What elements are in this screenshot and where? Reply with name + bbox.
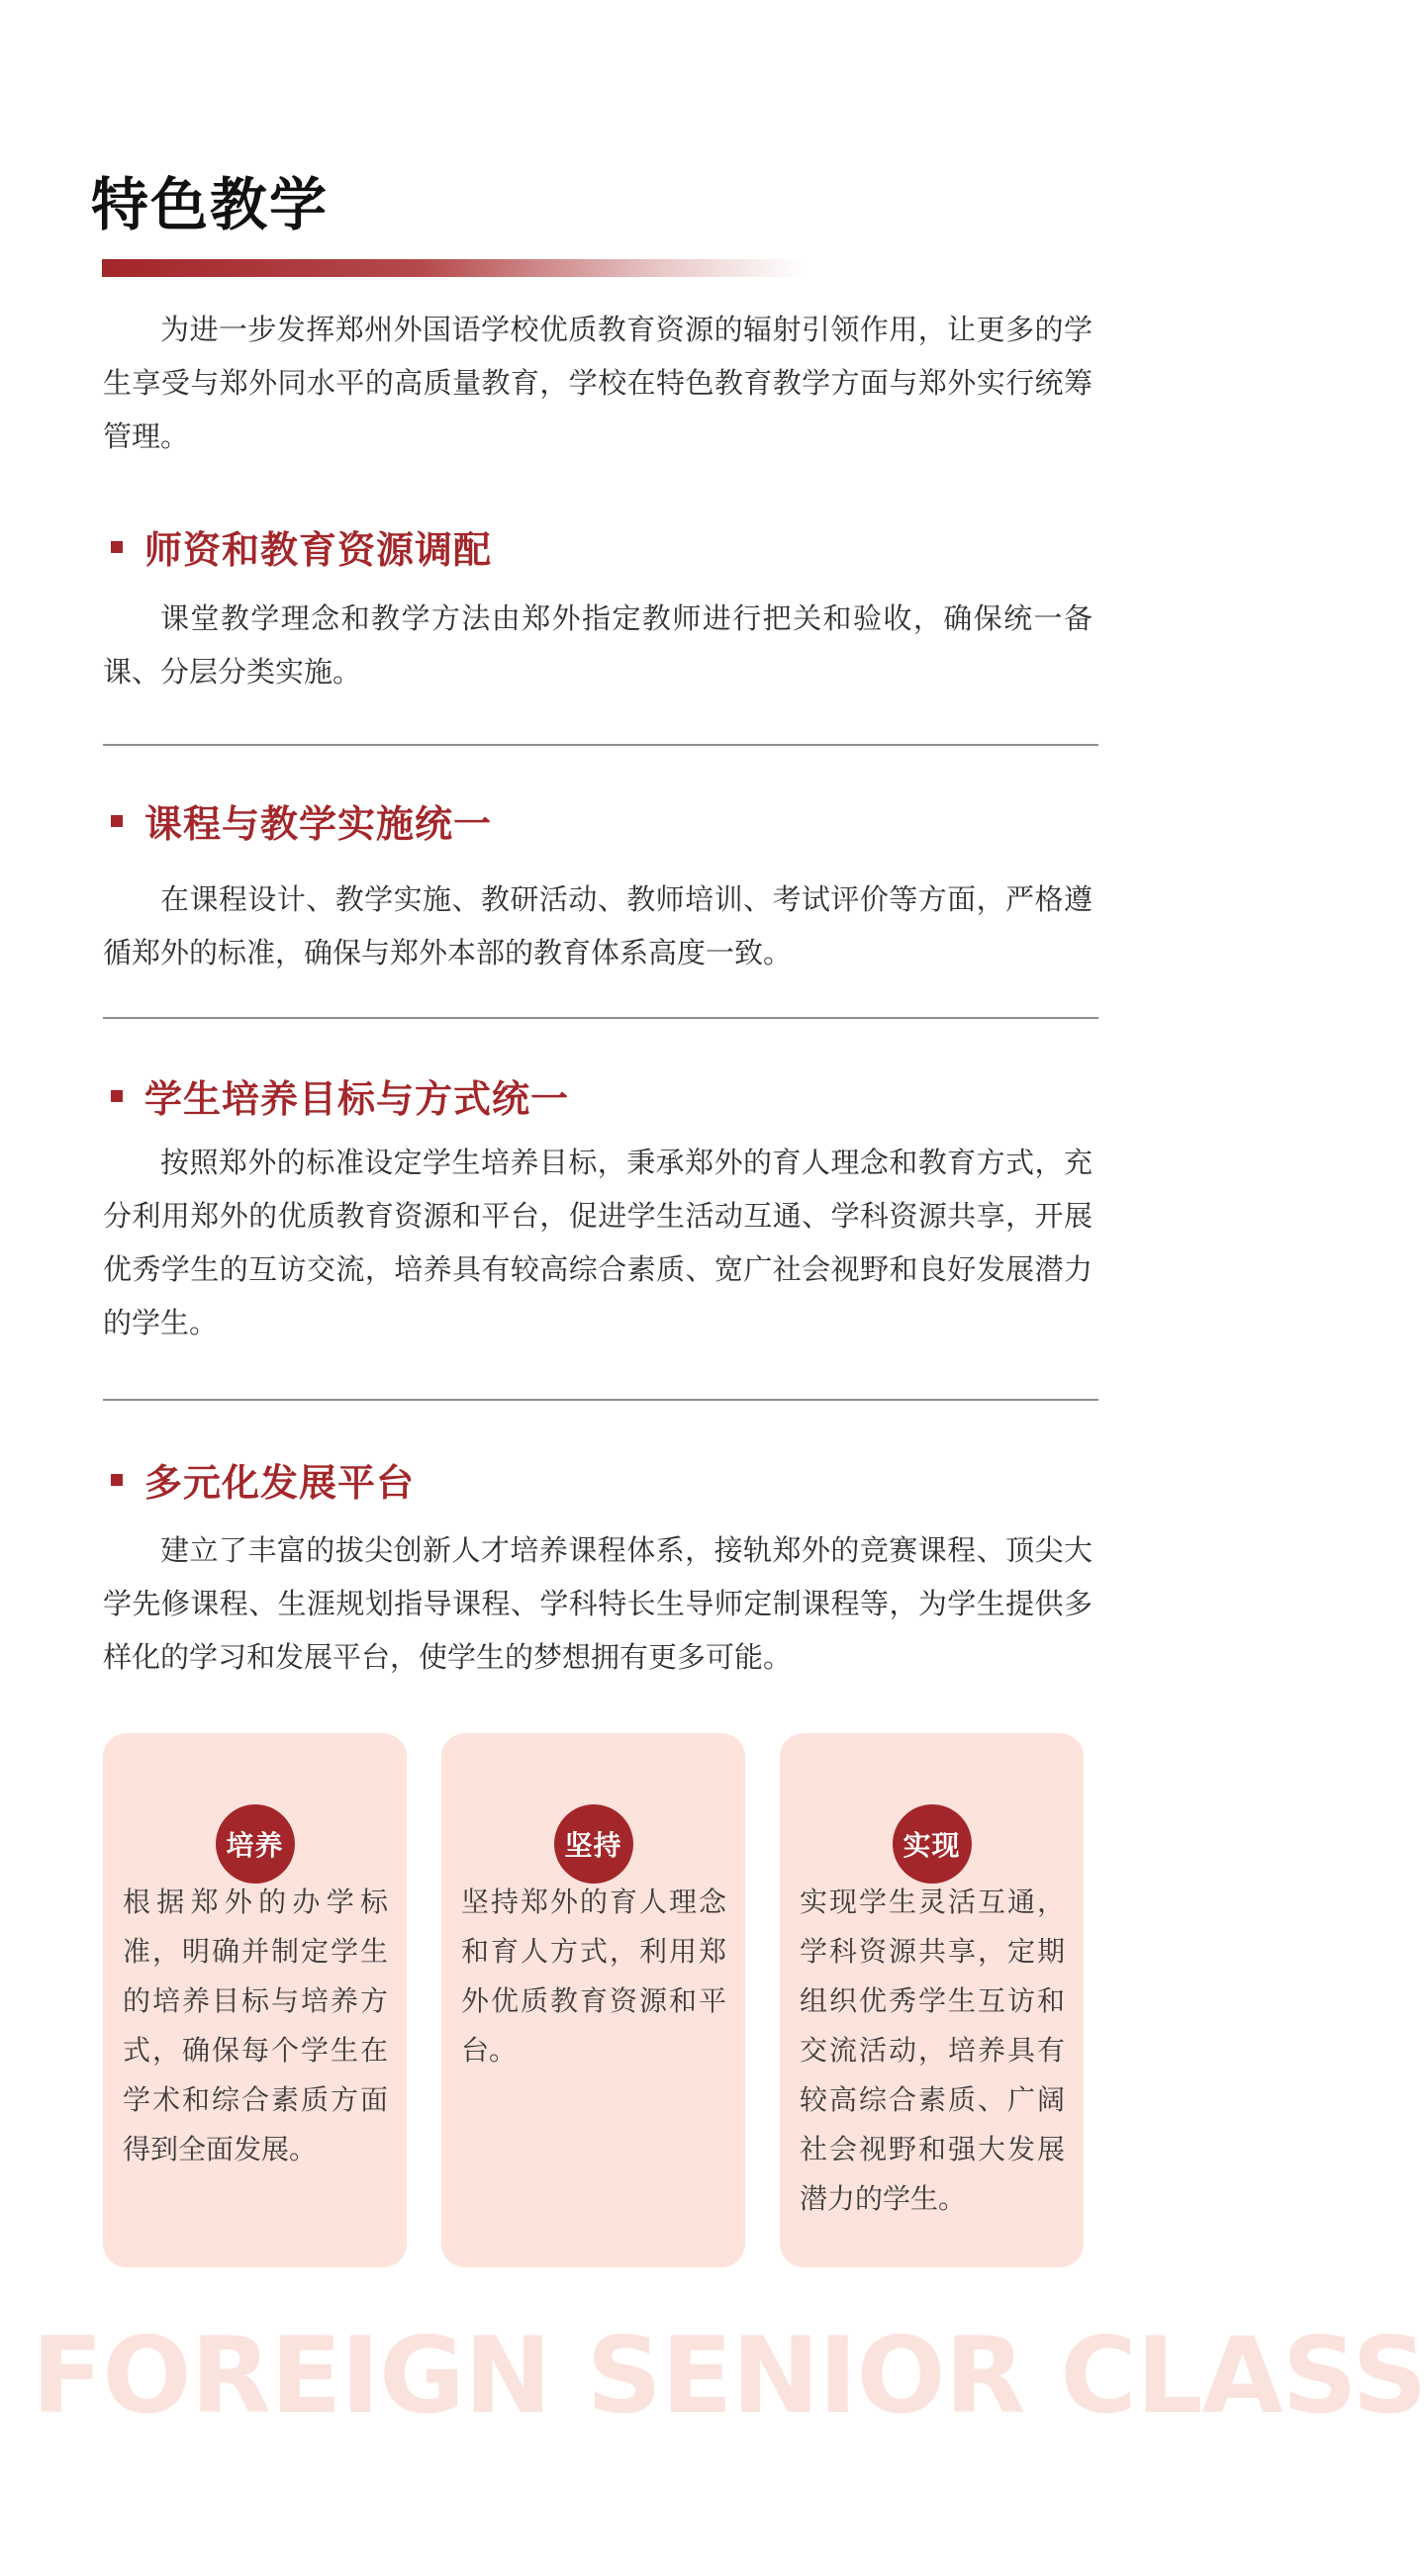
square-bullet-icon [111,815,123,827]
section-title: 多元化发展平台 [144,1461,416,1505]
title-underline-bar [102,259,805,277]
card-persist [441,1733,745,2267]
section-title: 学生培养目标与方式统一 [144,1077,570,1121]
square-bullet-icon [111,1474,123,1486]
card-text: 根据郑外的办学标准，明确并制定学生的培养目标与培养方式，确保每个学生在学术和综合素质方面得到全面发展。 [123,1886,388,2165]
section-title: 师资和教育资源调配 [144,528,493,572]
square-bullet-icon [111,541,123,553]
background-watermark-text: FOREIGN SENIOR CLASS [32,2315,1426,2437]
section-paragraph-platform: 建立了丰富的拔尖创新人才培养课程体系，接轨郑外的竞赛课程、顶尖大学先修课程、生涯规划指导课程、学科特长生导师定制课程等，为学生提供多样化的学习和发展平台，使学生的梦想拥有更多可能。 [103,1533,1093,1674]
card-text: 实现学生灵活互通，学科资源共享，定期组织优秀学生互访和交流活动，培养具有较高综合素质、广阔社会视野和强大发展潜力的学生。 [800,1886,1065,2215]
card-badge-circle: 培养 [216,1804,295,1884]
section-paragraph-curriculum: 在课程设计、教学实施、教研活动、教师培训、考试评价等方面，严格遵循郑外的标准，确保与郑外本部的教育体系高度一致。 [103,882,1093,969]
section-divider [103,744,1098,746]
card-cultivate [103,1733,407,2267]
section-heading-teacher-resources [111,519,492,574]
card-badge-circle: 坚持 [554,1804,633,1884]
section-heading-student-goals [111,1068,569,1123]
section-heading-curriculum [111,793,492,848]
intro-paragraph: 为进一步发挥郑州外国语学校优质教育资源的辐射引领作用，让更多的学生享受与郑外同水平的高质量教育，学校在特色教育教学方面与郑外实行统筹管理。 [103,313,1093,453]
section-heading-platform [111,1452,415,1507]
section-title: 课程与教学实施统一 [144,802,493,846]
card-achieve [780,1733,1084,2267]
section-divider [103,1399,1098,1401]
card-text: 坚持郑外的育人理念和育人方式，利用郑外优质教育资源和平台。 [461,1886,726,2067]
square-bullet-icon [111,1090,123,1102]
page-title: 特色教学 [91,171,330,238]
section-paragraph-student-goals: 按照郑外的标准设定学生培养目标，秉承郑外的育人理念和教育方式，充分利用郑外的优质教育资源和平台，促进学生活动互通、学科资源共享，开展优秀学生的互访交流，培养具有较高综合素质、宽广社会视野和良好发展潜力的学生。 [103,1146,1093,1339]
section-paragraph-teacher-resources: 课堂教学理念和教学方法由郑外指定教师进行把关和验收，确保统一备课、分层分类实施。 [103,601,1093,689]
section-divider [103,1017,1098,1019]
card-badge-circle: 实现 [893,1804,972,1884]
